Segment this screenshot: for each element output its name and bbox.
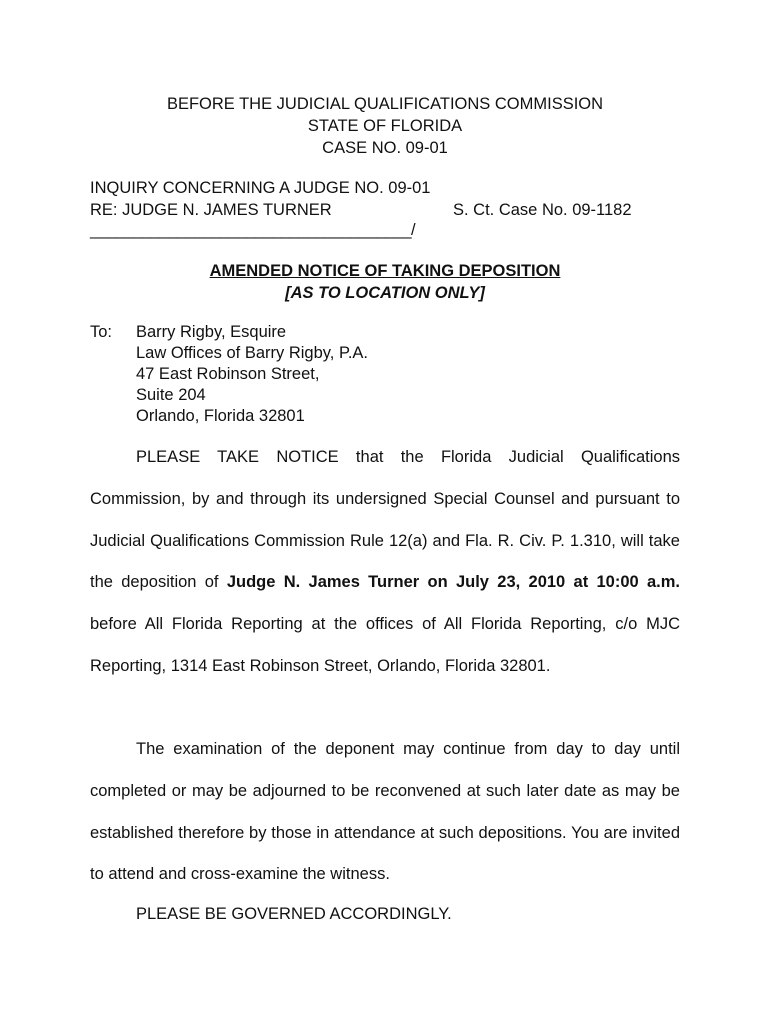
notice-title — [0, 260, 770, 304]
supreme-court-case-number: S. Ct. Case No. 09-1182 — [453, 201, 632, 219]
recipient-name: Barry Rigby, Esquire — [136, 323, 287, 341]
closing-line: PLEASE BE GOVERNED ACCORDINGLY. — [136, 905, 452, 923]
recipient-address — [136, 322, 368, 427]
notice-title-sub: [AS TO LOCATION ONLY] — [285, 284, 485, 302]
caption-rule: _____________________________________/ — [90, 221, 416, 239]
state-name: STATE OF FLORIDA — [307, 117, 463, 135]
notice-text-end: before All Florida Reporting at the offices of All Florida Reporting, c/o MJC Reporting, 1314 East Robinson Street, Orlando, Florida 32801. — [90, 615, 680, 675]
re-line — [90, 199, 650, 221]
commission-name: BEFORE THE JUDICIAL QUALIFICATIONS COMMISSION — [166, 95, 604, 113]
inquiry-line: INQUIRY CONCERNING A JUDGE NO. 09-01 — [90, 179, 431, 197]
deposition-date-time: Judge N. James Turner on July 23, 2010 at 10:00 a.m. — [226, 573, 681, 592]
to-label: To: — [90, 323, 113, 341]
re-judge: RE: JUDGE N. JAMES TURNER — [90, 201, 332, 219]
notice-title-main: AMENDED NOTICE OF TAKING DEPOSITION — [209, 262, 561, 280]
recipient-street: 47 East Robinson Street, — [136, 365, 320, 383]
notice-text-start: PLEASE TAKE NOTICE that the Florida Judicial Qualifications Commission, by and through its undersigned Special Counsel and pursuant to Judicial Qualifications Commission Rule 12(a) and Fla. R. Civ. P. 1.310, will take the deposition of — [90, 448, 680, 592]
examination-paragraph: The examination of the deponent may continue from day to day until completed or may be adjourned to be reconvened at such later date as may be established therefore by those in attendance at such depositions. You are invited to attend and cross-examine the witness. — [90, 740, 680, 884]
court-header — [0, 93, 770, 159]
case-number: CASE NO. 09-01 — [322, 139, 448, 157]
recipient-firm: Law Offices of Barry Rigby, P.A. — [136, 344, 369, 362]
recipient-city: Orlando, Florida 32801 — [136, 407, 305, 425]
notice-paragraph — [90, 437, 680, 688]
recipient-suite: Suite 204 — [136, 386, 206, 404]
